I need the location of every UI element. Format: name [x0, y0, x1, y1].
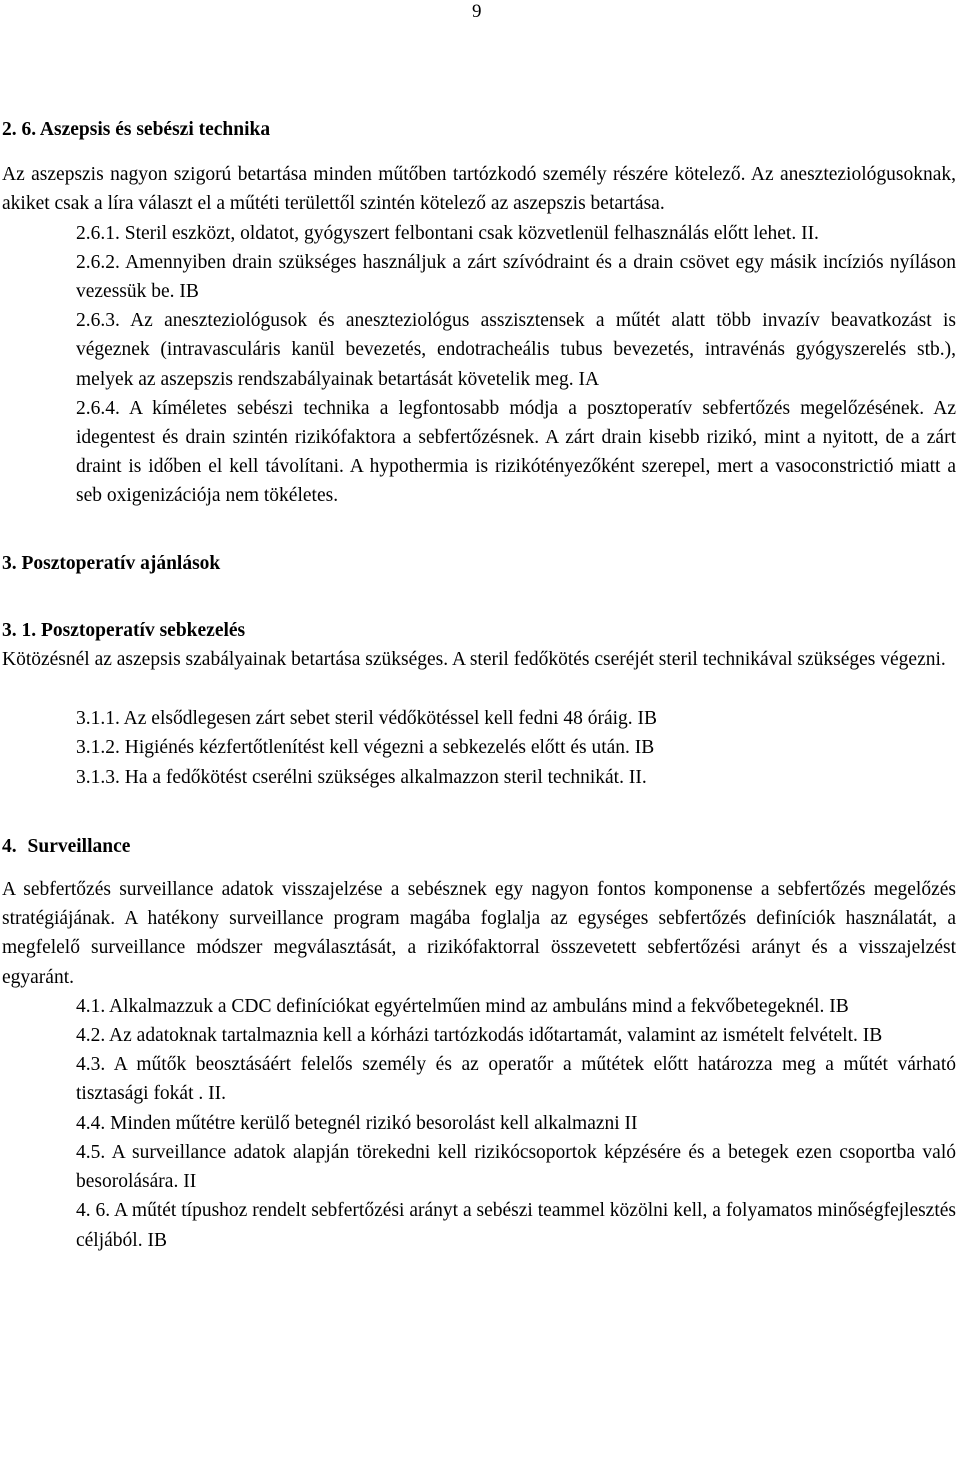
section-3-1-intro: Kötözésnél az aszepsis szabályainak betartása szükséges. A steril fedőkötés cseréjét steril technikával szükséges végezni.	[2, 649, 946, 671]
section-number: 4.	[2, 835, 17, 857]
item-text: A kíméletes sebészi technika a legfontosabb módja a posztoperatív sebfertőzés megelőzésének. Az idegentest és drain szintén rizikófaktora a sebfertőzésnek. A zárt drain kisebb rizikó, mint a nyitott, de a zárt draint is időben el kell távolítani. A hypothermia is rizikótényezőként szerepel, mert a vasoconstrictió miatt a seb oxigenizációja nem tökéletes.	[76, 397, 956, 507]
item-4-2: 4.2. Az adatoknak tartalmaznia kell a kórházi tartózkodás időtartamát, valamint az ismételt felvételt. IB	[76, 1025, 883, 1047]
item-number: 2.6.3.	[76, 310, 120, 332]
item-text: Steril eszközt, oldatot, gyógyszert felbontani csak közvetlenül felhasználás előtt lehet. II.	[124, 222, 819, 244]
section-heading-4	[2, 832, 956, 861]
section-heading-3-1: 3. 1. Posztoperatív sebkezelés	[2, 619, 246, 641]
item-number: 2.6.4.	[76, 397, 120, 419]
item-2-6-2	[76, 248, 956, 306]
item-number: 2.6.2.	[76, 251, 120, 273]
item-text: Amennyiben drain szükséges használjuk a zárt szívódraint és a drain csövet egy másik incíziós nyíláson vezessük be. IB	[76, 251, 956, 303]
item-4-6: 4. 6. A műtét típushoz rendelt sebfertőzési arányt a sebészi teammel közölni kell, a folyamatos minőségfejlesztés céljából. IB	[76, 1200, 956, 1251]
item-2-6-4	[76, 394, 956, 511]
section-4-intro: A sebfertőzés surveillance adatok visszajelzése a sebésznek egy nagyon fontos komponense a sebfertőzés megelőzés stratégiájának. A hatékony surveillance program magába foglalja az egységes sebfertőzés definíciók használatát, a megfelelő surveillance módszer megválasztását, a rizikófaktorral összevetett sebfertőzési arányt és a visszajelzést egyaránt.	[2, 879, 956, 988]
item-4-1: 4.1. Alkalmazzuk a CDC definíciókat egyértelműen mind az ambuláns mind a fekvőbetegeknél. IB	[76, 995, 849, 1017]
item-3-1-3: 3.1.3. Ha a fedőkötést cserélni szükséges alkalmazzon steril technikát. II.	[76, 766, 647, 788]
document-body	[2, 115, 956, 1255]
item-3-1-1: 3.1.1. Az elsődlegesen zárt sebet steril védőkötéssel kell fedni 48 óráig. IB	[76, 708, 658, 730]
section-heading-2-6: 2. 6. Aszepsis és sebészi technika	[2, 119, 271, 140]
item-2-6-3	[76, 306, 956, 394]
item-4-4: 4.4. Minden műtétre kerülő betegnél rizikó besorolást kell alkalmazni II	[76, 1112, 638, 1134]
page-number: 9	[472, 1, 482, 22]
item-text: Az aneszteziológusok és aneszteziológus asszisztensek a műtét alatt több invazív beavatkozást is végeznek (intravasculáris kanül bevezetés, endotracheális tubus bevezetés, intravénás gyógyszerelés stb.), melyek az aszepszis rendszabályainak betartását követelik meg. IA	[76, 310, 956, 390]
section-title-text: Surveillance	[27, 835, 131, 857]
section-2-6-intro: Az aszepszis nagyon szigorú betartása minden műtőben tartózkodó személy részére kötelező. Az aneszteziológusoknak, akiket csak a líra választ el a műtéti területtől szintén kötelező az aszepszis betartása.	[2, 164, 956, 215]
item-number: 2.6.1.	[76, 222, 120, 244]
item-4-3: 4.3. A műtők beosztásáért felelős személy és az operatőr a műtétek előtt határozza meg a műtét várható tisztasági fokát . II.	[76, 1054, 956, 1105]
section-heading-3: 3. Posztoperatív ajánlások	[2, 552, 221, 574]
item-4-5: 4.5. A surveillance adatok alapján törekedni kell rizikócsoportok képzésére és a betegek ezen csoportba való besorolására. II	[76, 1141, 956, 1193]
item-3-1-2: 3.1.2. Higiénés kézfertőtlenítést kell végezni a sebkezelés előtt és után. IB	[76, 737, 655, 759]
item-2-6-1	[76, 219, 956, 248]
